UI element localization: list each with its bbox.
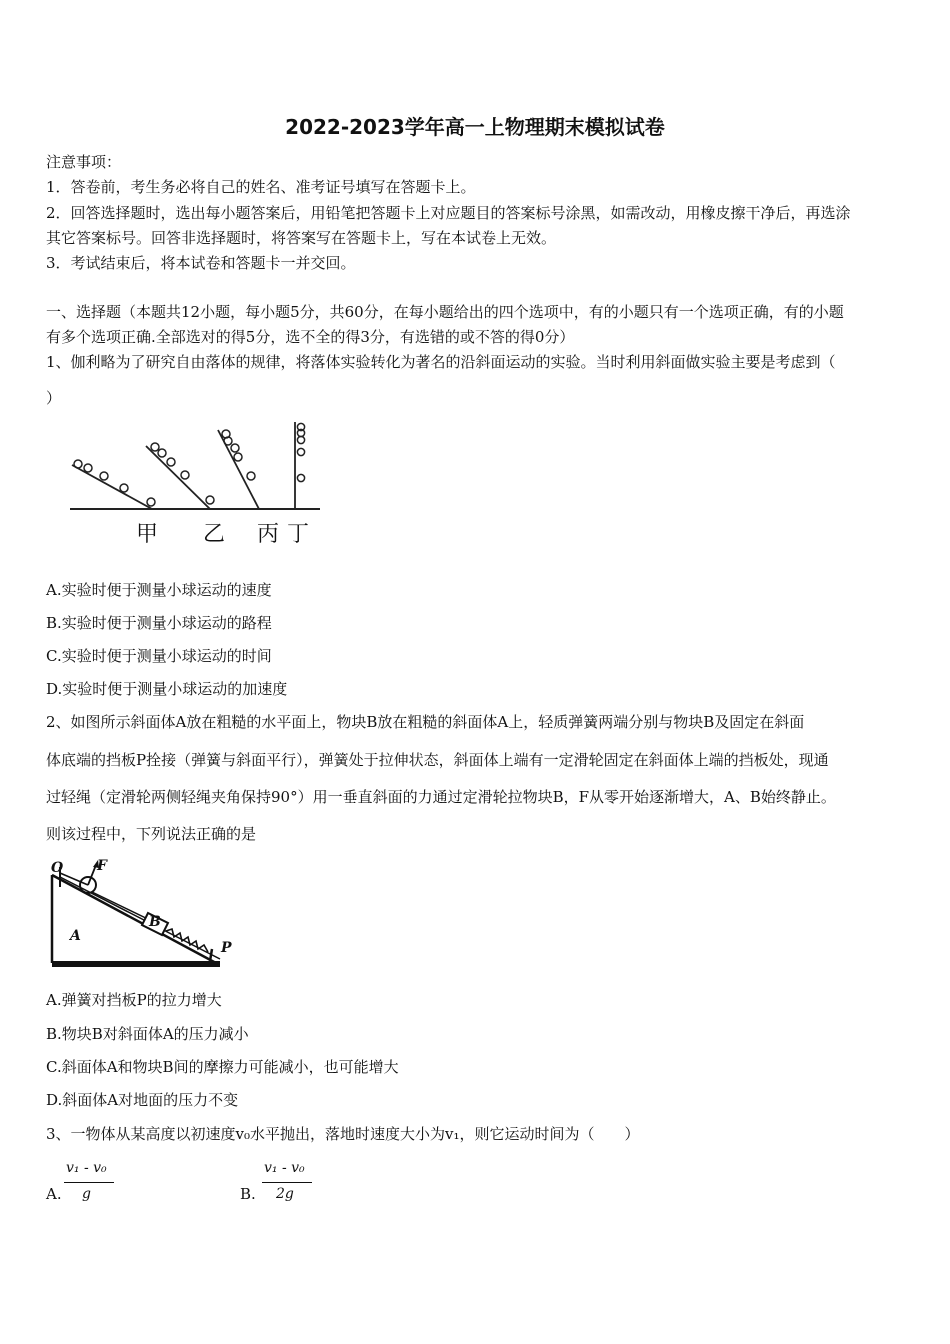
q2-option-c: C.斜面体A和物块B间的摩擦力可能减小，也可能增大 [46, 1058, 399, 1076]
notice-heading: 注意事项： [46, 153, 122, 171]
label-o: O [51, 860, 64, 876]
q3-stem: 3、一物体从某高度以初速度v₀水平抛出，落地时速度大小为v₁，则它运动时间为（ ） [46, 1125, 640, 1143]
q2-stem: 则该过程中，下列说法正确的是 [46, 825, 257, 843]
page-title: 2022-2023学年高一上物理期末模拟试卷 [285, 115, 665, 139]
figure-label-yi: 乙 [203, 522, 226, 547]
q2-stem: 过轻绳（定滑轮两侧轻绳夹角保持90°）用一垂直斜面的力通过定滑轮拉物块B，F从零开始逐渐增大，A、B始终静止。 [46, 788, 836, 806]
notice-line: 其它答案标号。回答非选择题时，将答案写在答题卡上，写在本试卷上无效。 [46, 229, 557, 247]
fraction-numerator: v₁ - v₀ [66, 1160, 107, 1176]
notice-line: 2．回答选择题时，选出每小题答案后，用铅笔把答题卡上对应题目的答案标号涂黑，如需改动，用橡皮擦干净后，再选涂 [46, 204, 851, 222]
label-a: A [70, 928, 81, 944]
q1-option-b: B.实验时便于测量小球运动的路程 [46, 614, 272, 632]
q1-stem-end: ） [46, 389, 62, 407]
q2-stem: 体底端的挡板P拴接（弹簧与斜面平行），弹簧处于拉伸状态，斜面体上端有一定滑轮固定在斜面体上端的挡板处，现通 [46, 751, 829, 769]
label-f: F [97, 858, 107, 874]
q1-option-d: D.实验时便于测量小球运动的加速度 [46, 680, 288, 698]
fraction-numerator: v₁ - v₀ [264, 1160, 305, 1176]
figure-label-jia: 甲 [136, 522, 159, 547]
q3-option-b-label: B. [240, 1185, 256, 1203]
label-b: B [149, 914, 161, 930]
q2-option-a: A.弹簧对挡板P的拉力增大 [46, 991, 222, 1009]
q2-incline-spring-figure [44, 855, 244, 975]
q3-option-a-label: A. [46, 1185, 62, 1203]
label-p: P [221, 940, 232, 956]
q1-stem: 1、伽利略为了研究自由落体的规律，将落体实验转化为著名的沿斜面运动的实验。当时利用斜面做实验主要是考虑到（ [46, 353, 836, 371]
q1-option-a: A.实验时便于测量小球运动的速度 [46, 581, 272, 599]
fraction-denominator: 2g [276, 1186, 294, 1202]
section-heading-cont: 有多个选项正确.全部选对的得5分，选不全的得3分，有选错的或不答的得0分） [46, 328, 575, 346]
figure-label-ding: 丁 [287, 522, 310, 547]
q2-option-d: D.斜面体A对地面的压力不变 [46, 1091, 239, 1109]
q2-option-b: B.物块B对斜面体A的压力减小 [46, 1025, 249, 1043]
notice-line: 1．答卷前，考生务必将自己的姓名、准考证号填写在答题卡上。 [46, 178, 476, 196]
section-heading: 一、选择题（本题共12小题，每小题5分，共60分，在每小题给出的四个选项中，有的小题只有一个选项正确，有的小题 [46, 303, 844, 321]
q1-option-c: C.实验时便于测量小球运动的时间 [46, 647, 272, 665]
figure-label-bing: 丙 [257, 522, 280, 547]
fraction-denominator: g [82, 1186, 91, 1202]
q3-option-b-fraction [262, 1160, 314, 1208]
q3-option-a-fraction [64, 1160, 116, 1208]
q2-stem: 2、如图所示斜面体A放在粗糙的水平面上，物块B放在粗糙的斜面体A上，轻质弹簧两端分别与物块B及固定在斜面 [46, 713, 805, 731]
notice-line: 3．考试结束后，将本试卷和答题卡一并交回。 [46, 254, 356, 272]
